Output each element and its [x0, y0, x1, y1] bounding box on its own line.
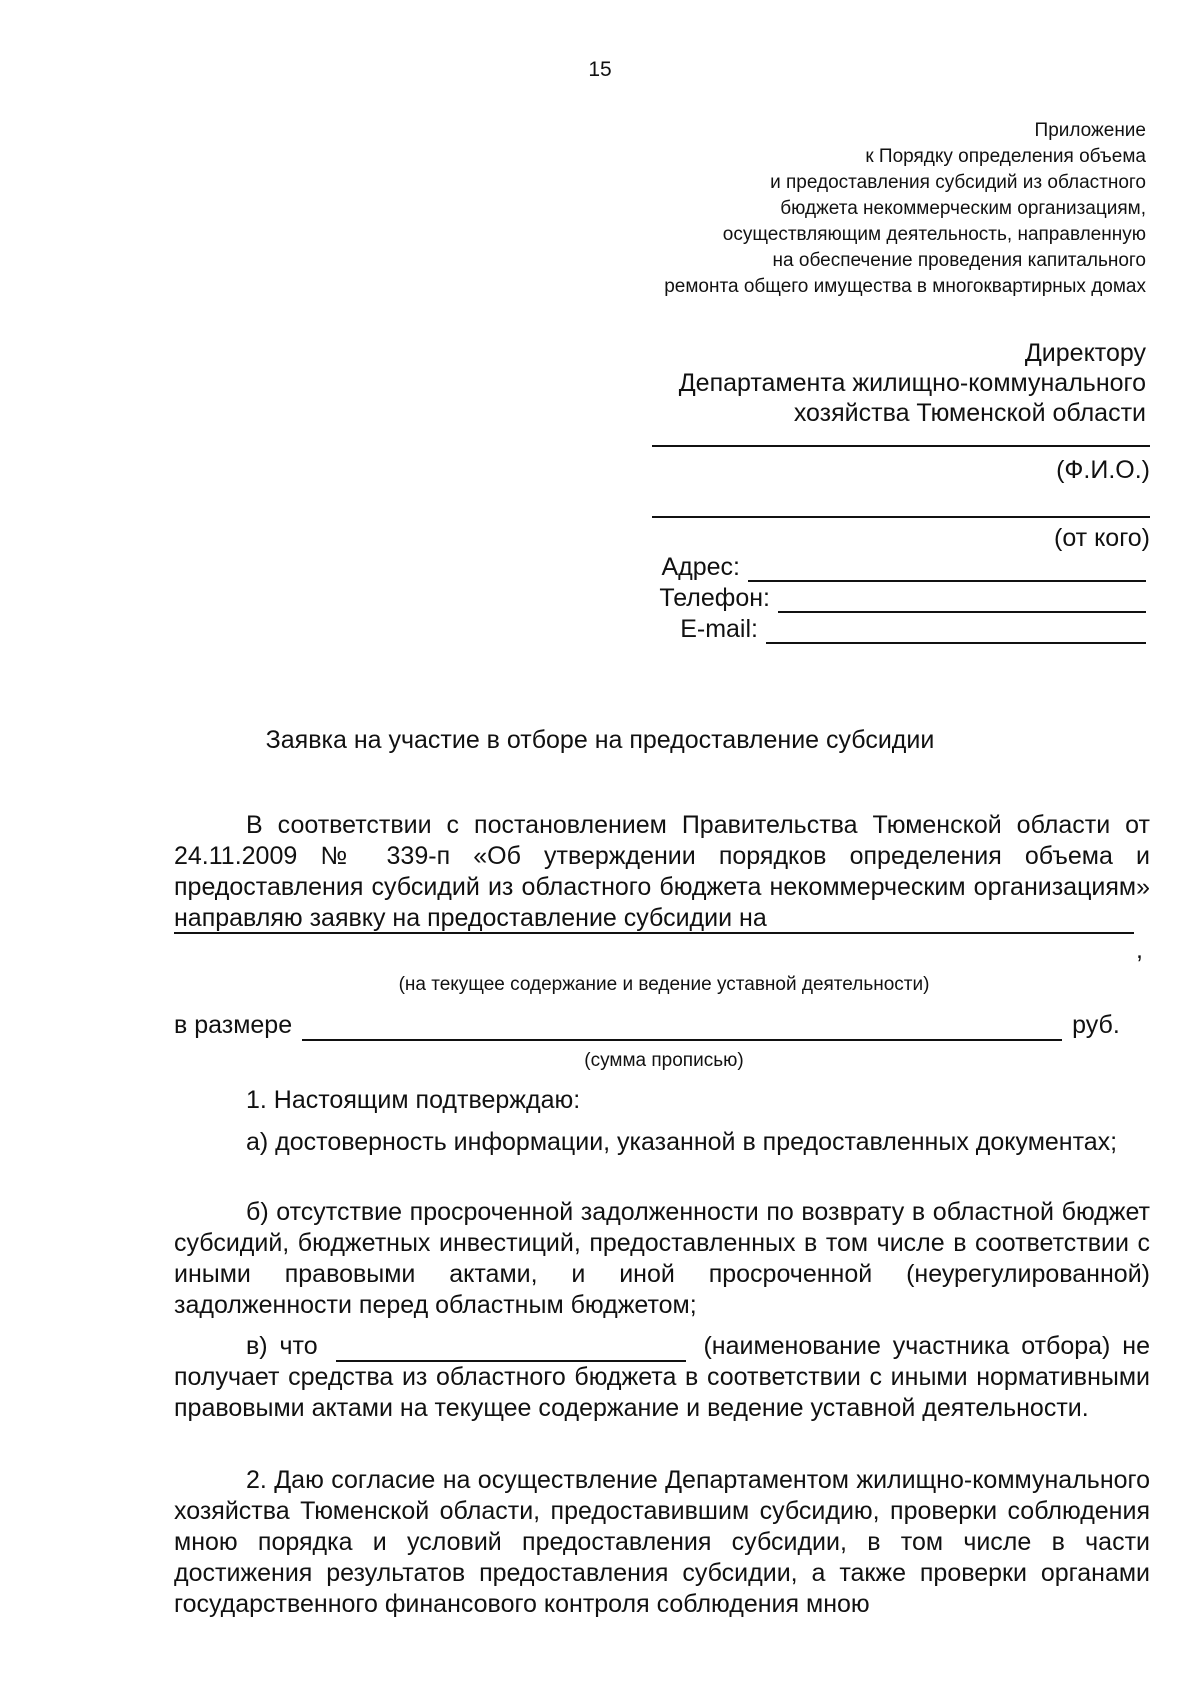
addressee-line: хозяйства Тюменской области: [793, 399, 1146, 427]
fio-caption: (Ф.И.О.): [1056, 456, 1150, 484]
purpose-input-line[interactable]: [174, 932, 1134, 934]
appendix-line: к Порядку определения объема: [865, 146, 1146, 167]
amount-input-line[interactable]: [302, 1017, 1062, 1041]
phone-row: [659, 583, 1146, 613]
amount-caption: (сумма прописью): [584, 1050, 744, 1071]
from-caption: (от кого): [1054, 524, 1150, 552]
amount-prefix: в размере: [174, 1011, 293, 1039]
confirm-item-a: а) достоверность информации, указанной в предоставленных документах;: [246, 1128, 1118, 1156]
intro-paragraph: В соответствии с постановлением Правительства Тюменской области от 24.11.2009 № 339-п «Об утверждении порядков определения объема и предоставления субсидий из областного бюджета некоммерческим организациям» направляю заявку на предоставление субсидии на: [174, 811, 1150, 932]
purpose-line-comma: ,: [1136, 936, 1143, 964]
confirm-heading: 1. Настоящим подтверждаю:: [246, 1086, 581, 1114]
appendix-header: [446, 118, 1146, 300]
confirm-item-c: [174, 1331, 1150, 1424]
participant-name-input-line[interactable]: [336, 1338, 686, 1362]
addressee-line: Департамента жилищно-коммунального: [678, 369, 1146, 397]
document-title: Заявка на участие в отборе на предоставление субсидии: [265, 726, 935, 754]
address-label: Адрес:: [661, 553, 740, 581]
address-input-line[interactable]: [748, 556, 1146, 582]
page-number: 15: [588, 58, 612, 81]
phone-input-line[interactable]: [778, 587, 1146, 613]
addressee-block: [446, 338, 1146, 428]
phone-label: Телефон:: [659, 584, 770, 612]
appendix-line: осуществляющим деятельность, направленную: [722, 224, 1146, 245]
email-row: [680, 614, 1146, 644]
appendix-line: Приложение: [1034, 120, 1146, 141]
amount-suffix: руб.: [1072, 1011, 1120, 1039]
from-input-line[interactable]: [652, 516, 1150, 518]
appendix-line: ремонта общего имущества в многоквартирных домах: [664, 276, 1146, 297]
item-c-prefix: в) что: [246, 1332, 318, 1360]
appendix-line: бюджета некоммерческим организациям,: [780, 198, 1146, 219]
addressee-line: Директору: [1024, 339, 1146, 367]
email-input-line[interactable]: [766, 618, 1146, 644]
item-c-rest: (наименование участника отбора) не получает средства из областного бюджета в соответствии с иными нормативными правовыми актами на текущее содержание и ведение уставной деятельности.: [174, 1332, 1150, 1422]
appendix-line: и предоставления субсидий из областного: [770, 172, 1146, 193]
address-row: [661, 552, 1146, 582]
email-label: E-mail:: [680, 615, 758, 643]
purpose-caption: (на текущее содержание и ведение уставной деятельности): [398, 974, 930, 995]
consent-paragraph: 2. Даю согласие на осуществление Департаментом жилищно-коммунального хозяйства Тюменской области, предоставившим субсидию, проверки соблюдения мною порядка и условий предоставления субсидии, в том числе в части достижения результатов предоставления субсидии, а также проверки органами государственного финансового контроля соблюдения мною: [174, 1466, 1150, 1618]
fio-block: [652, 445, 1150, 485]
from-block: [652, 516, 1150, 553]
appendix-line: на обеспечение проведения капитального: [772, 250, 1146, 271]
amount-row: [174, 1010, 1150, 1041]
confirm-item-b: б) отсутствие просроченной задолженности по возврату в областной бюджет субсидий, бюджетных инвестиций, предоставленных в том числе в соответствии с иными правовыми актами, и иной просроченной (неурегулированной) задолженности перед областным бюджетом;: [174, 1198, 1150, 1319]
fio-input-line[interactable]: [652, 445, 1150, 447]
